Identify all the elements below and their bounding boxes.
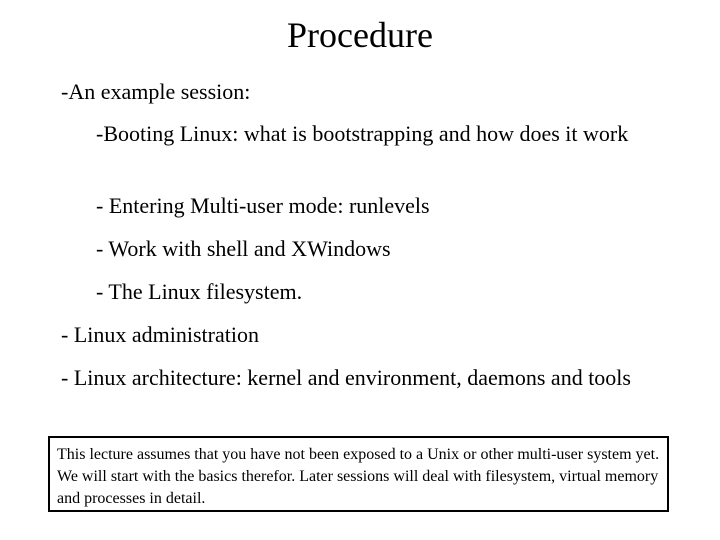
main-item-administration: - Linux administration bbox=[61, 322, 259, 347]
main-item-architecture: - Linux architecture: kernel and environment, daemons and tools bbox=[61, 365, 631, 390]
sub-item-shell: - Work with shell and XWindows bbox=[96, 236, 391, 261]
sub-item-runlevels: - Entering Multi-user mode: runlevels bbox=[96, 193, 430, 218]
intro-text: -An example session: bbox=[61, 79, 251, 104]
sub-item-booting: -Booting Linux: what is bootstrapping and how does it work bbox=[96, 121, 629, 146]
sub-item-filesystem: - The Linux filesystem. bbox=[96, 279, 303, 304]
note-box: This lecture assumes that you have not been exposed to a Unix or other multi-user system yet. We will start with the basics therefor. Later sessions will deal with filesystem, virtual memory and processes in detail. bbox=[48, 436, 669, 512]
page-title: Procedure bbox=[287, 15, 433, 55]
